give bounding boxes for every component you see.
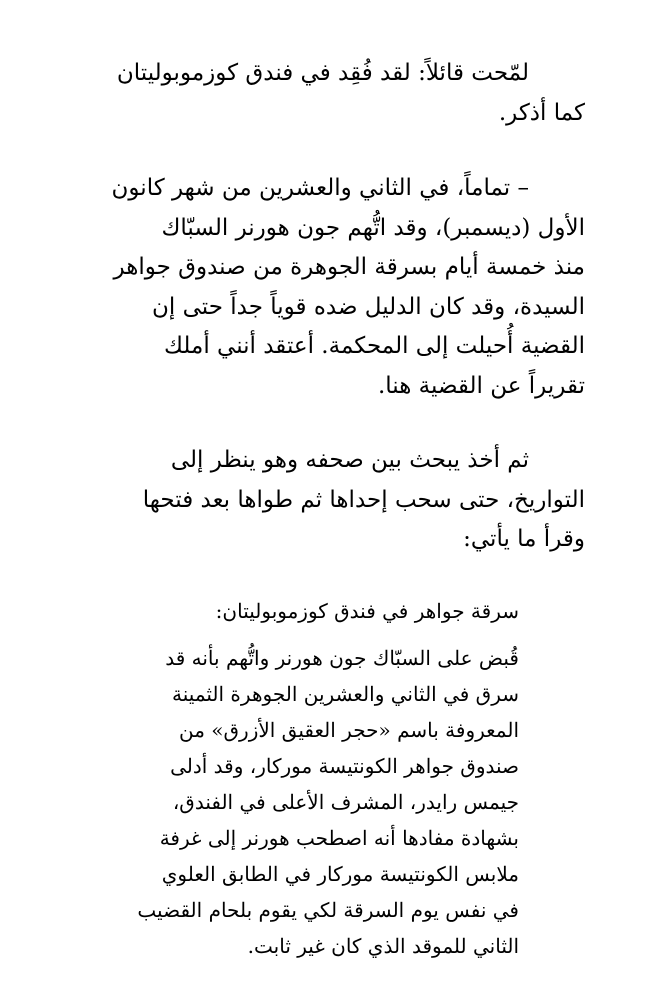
paragraph-line: لمّحت قائلاً: لقد فُقِد في فندق كوزموبوليتان (116, 60, 529, 86)
paragraph-line: تقريراً عن القضية هنا. (377, 372, 585, 399)
paragraph-line: ثم أخذ يبحث بين صحفه وهو ينظر إلى (170, 447, 529, 473)
quote-line: في نفس يوم السرقة لكي يقوم بلحام القضيب (137, 898, 519, 922)
paragraph-line: الأول (ديسمبر)، وقد اتُّهم جون هورنر السبّاك (161, 214, 585, 241)
paragraph-2 (65, 169, 585, 406)
paragraph-line: السيدة، وقد كان الدليل ضده قوياً جداً حتى إن (152, 293, 585, 320)
quote-line: قُبض على السبّاك جون هورنر واتُّهم بأنه قد (165, 646, 519, 670)
quote-line: ملابس الكونتيسة موركار في الطابق العلوي (161, 862, 519, 886)
paragraph-line: – تماماً، في الثاني والعشرين من شهر كانون (111, 175, 529, 201)
quote-line: جيمس رايدر، المشرف الأعلى في الفندق، (172, 790, 519, 814)
quoted-report-body (137, 640, 519, 964)
paragraph-line: وقرأ ما يأتي: (463, 526, 585, 552)
paragraph-line: منذ خمسة أيام بسرقة الجوهرة من صندوق جواهر (113, 254, 585, 280)
quote-line: سرق في الثاني والعشرين الجوهرة الثمينة (172, 682, 519, 706)
quote-line: الثاني للموقد الذي كان غير ثابت. (247, 934, 519, 958)
paragraph-line: القضية أُحيلت إلى المحكمة. أعتقد أنني أملك (164, 333, 585, 359)
quote-line: صندوق جواهر الكونتيسة موركار، وقد أدلى (170, 754, 519, 778)
paragraph-1 (65, 54, 585, 133)
paragraph-3 (65, 441, 585, 560)
quote-line: المعروفة باسم «حجر العقيق الأزرق» من (179, 718, 519, 742)
paragraph-line: التواريخ، حتى سحب إحداها ثم طواها بعد فتحها (142, 486, 585, 513)
quote-line: بشهادة مفادها أنه اصطحب هورنر إلى غرفة (159, 826, 519, 850)
quoted-report-title: سرقة جواهر في فندق كوزموبوليتان: (215, 599, 519, 623)
paragraph-line: كما أذكر. (498, 99, 585, 126)
